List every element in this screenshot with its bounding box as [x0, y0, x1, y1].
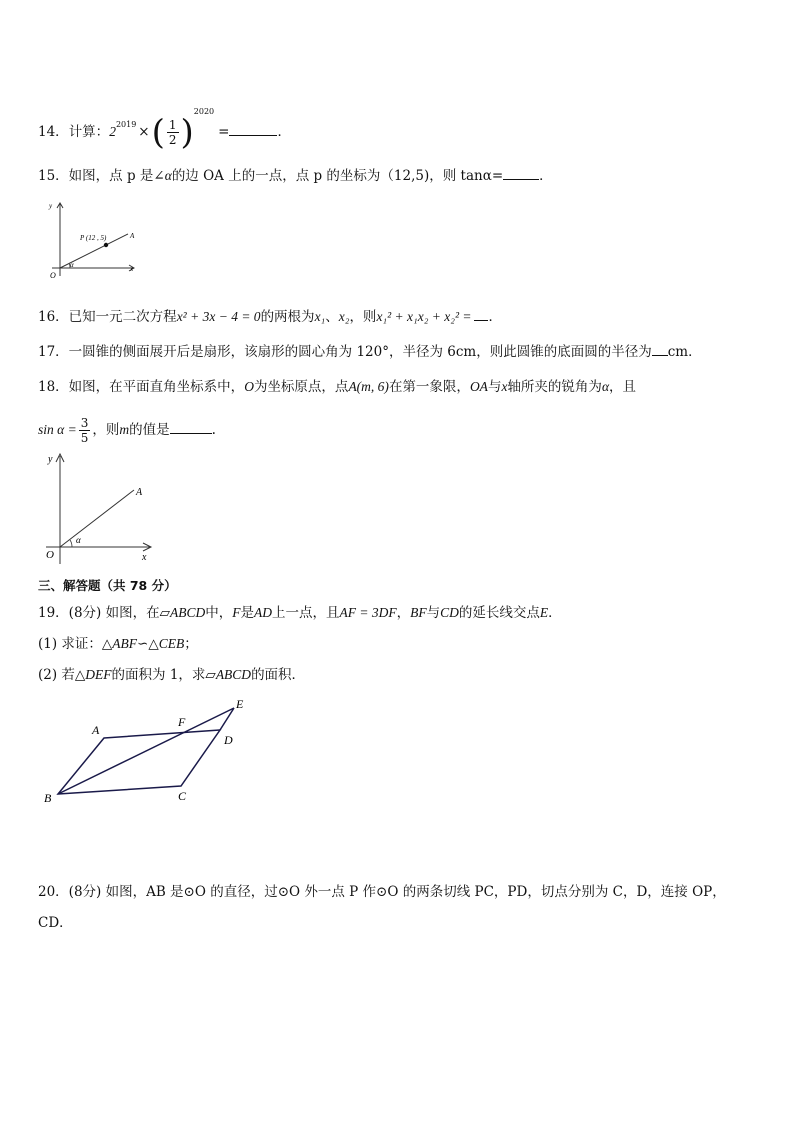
q15-fig-P: P (12 , 5)	[80, 234, 107, 242]
q19-ABF: ABF	[112, 636, 138, 651]
q19-sim: ∽△	[137, 636, 159, 652]
q19-DEF: DEF	[85, 667, 112, 682]
q19-eq: AF = 3DF	[339, 605, 397, 620]
q18-text-d: 与	[487, 379, 502, 395]
q14-base: 2	[109, 124, 116, 139]
q19-part2-text-b: 的面积为 1，求▱	[111, 667, 216, 683]
q14-equals: =	[218, 124, 230, 140]
q18-text-a: 18．如图，在平面直角坐标系中，	[38, 379, 245, 395]
q19-text-a: 19．(8分) 如图，在▱	[38, 605, 170, 621]
q16-end: ．	[488, 309, 502, 325]
q18-end: .	[211, 422, 216, 438]
q15-alpha: α	[164, 168, 172, 183]
q19-text-b: 中，	[205, 605, 233, 621]
question-14	[38, 92, 291, 153]
q18-frac-num: 3	[80, 416, 89, 430]
q18-fraction	[79, 416, 91, 445]
q16-x1: x₁	[314, 309, 326, 324]
q16-expression: x₁² + x₁x₂ + x₂² =	[376, 309, 472, 324]
q17-unit: cm．	[667, 344, 702, 360]
q14-answer-blank[interactable]	[229, 121, 277, 136]
q19-fig-C: C	[178, 789, 187, 803]
q18-fig-x: x	[142, 552, 147, 563]
q18-fig-alpha: α	[76, 535, 81, 545]
q18-figure	[38, 450, 160, 568]
q18-OA: OA	[469, 379, 488, 394]
q19-part1-text-a: (1) 求证：△	[38, 636, 113, 652]
q14-right-paren: )	[180, 112, 194, 153]
q14-label: 计算：	[68, 124, 110, 140]
question-20-line-1: 20．(8分) 如图，AB 是⊙O 的直径，过⊙O 外一点 P 作⊙O 的两条切线 PC，PD，切点分别为 C，D，连接 OP，	[38, 884, 726, 900]
q18-text-g: ，则	[92, 422, 120, 438]
q15-text-b: 的边 OA 上的一点，点 p 的坐标为（12,5)，则 tanα=	[171, 168, 504, 184]
q15-fig-alpha: α	[70, 261, 74, 269]
q19-text-f: 与	[426, 605, 441, 621]
q18-text-f: ，且	[609, 379, 637, 395]
q14-frac-num: 1	[168, 118, 177, 132]
q19-fig-F: F	[178, 715, 186, 729]
q18-m: m	[119, 422, 130, 437]
q16-text-c: ，则	[349, 309, 377, 325]
q19-text-g: 的延长线交点	[458, 605, 540, 621]
q14-fraction	[167, 118, 179, 147]
q18-text-e: 轴所夹的锐角为	[507, 379, 602, 395]
q18-alpha: α	[601, 379, 610, 394]
section-3-heading: 三、解答题（共 78 分）	[38, 578, 177, 593]
q15-answer-blank[interactable]	[503, 165, 539, 180]
q14-end: ．	[277, 124, 291, 140]
question-20-line-2: CD．	[38, 915, 73, 931]
q18-text-b: 为坐标原点，点	[253, 379, 349, 395]
q19-text-h: ．	[548, 605, 562, 621]
q18-O: O	[244, 379, 254, 394]
q19-fig-D: D	[224, 733, 233, 747]
q19-BF: BF	[410, 605, 427, 620]
q18-fig-A: A	[136, 487, 143, 498]
q18-frac-den: 5	[80, 431, 89, 445]
q14-left-paren: (	[151, 112, 165, 153]
q19-AD: AD	[253, 605, 272, 620]
q19-CEB: CEB	[158, 636, 185, 651]
q15-fig-y: y	[49, 202, 53, 210]
q17-answer-blank[interactable]	[652, 341, 668, 356]
q19-CD: CD	[440, 605, 459, 620]
q19-E: E	[539, 605, 549, 620]
q16-text-a: 16．已知一元二次方程	[38, 309, 177, 325]
q16-sep: 、	[325, 309, 339, 325]
q19-ABCD-2: ABCD	[215, 667, 252, 682]
q18-fig-y: y	[48, 454, 53, 465]
q14-exponent-2: 2020	[193, 107, 215, 116]
question-18-line-1	[38, 377, 636, 397]
q18-x: x	[501, 379, 508, 394]
q18-text-h: 的值是	[129, 422, 170, 438]
q15-fig-x: x	[130, 265, 134, 273]
q19-fig-B: B	[44, 791, 52, 805]
q18-point: A(m, 6)	[348, 379, 389, 394]
question-19-part-1	[38, 634, 198, 654]
q19-part1-text-b: ；	[184, 636, 198, 652]
q18-text-c: 在第一象限，	[388, 379, 470, 395]
q19-text-e: ，	[396, 605, 411, 621]
q16-equation: x² + 3x − 4 = 0	[176, 309, 261, 324]
q15-fig-O: O	[50, 271, 56, 280]
q14-times: ×	[138, 124, 150, 140]
question-19-line-1	[38, 603, 562, 623]
q15-text-a: 15．如图，点 p 是∠	[38, 168, 165, 184]
q19-figure	[38, 692, 258, 810]
q14-number: 14．	[38, 124, 69, 140]
q16-answer-blank[interactable]	[474, 306, 488, 321]
q18-fig-O: O	[46, 549, 54, 561]
q19-fig-A: A	[92, 723, 100, 737]
q14-frac-den: 2	[168, 133, 177, 147]
q19-part2-text-c: 的面积．	[251, 667, 306, 683]
question-17	[38, 341, 702, 362]
q19-F: F	[232, 605, 241, 620]
q19-fig-E: E	[236, 697, 244, 711]
question-19-part-2	[38, 665, 305, 685]
q18-answer-blank[interactable]	[170, 419, 212, 434]
q19-part2-text-a: (2) 若△	[38, 667, 86, 683]
q19-text-d: 上一点，且	[271, 605, 340, 621]
q15-figure	[44, 198, 144, 282]
q16-x2: x₂	[338, 309, 350, 324]
q15-end: ．	[539, 168, 553, 184]
question-15	[38, 165, 553, 186]
q17-text: 17．一圆锥的侧面展开后是扇形，该扇形的圆心角为 120°，半径为 6cm，则此圆锥的底面圆的半径为	[38, 344, 652, 360]
q19-ABCD: ABCD	[169, 605, 206, 620]
q19-text-c: 是	[240, 605, 254, 621]
q16-text-b: 的两根为	[260, 309, 315, 325]
q14-exponent-1: 2019	[115, 120, 137, 129]
question-18-line-2	[38, 412, 216, 448]
question-16	[38, 306, 502, 327]
q18-sin: sin α =	[38, 422, 77, 437]
q15-fig-A: A	[130, 232, 135, 240]
